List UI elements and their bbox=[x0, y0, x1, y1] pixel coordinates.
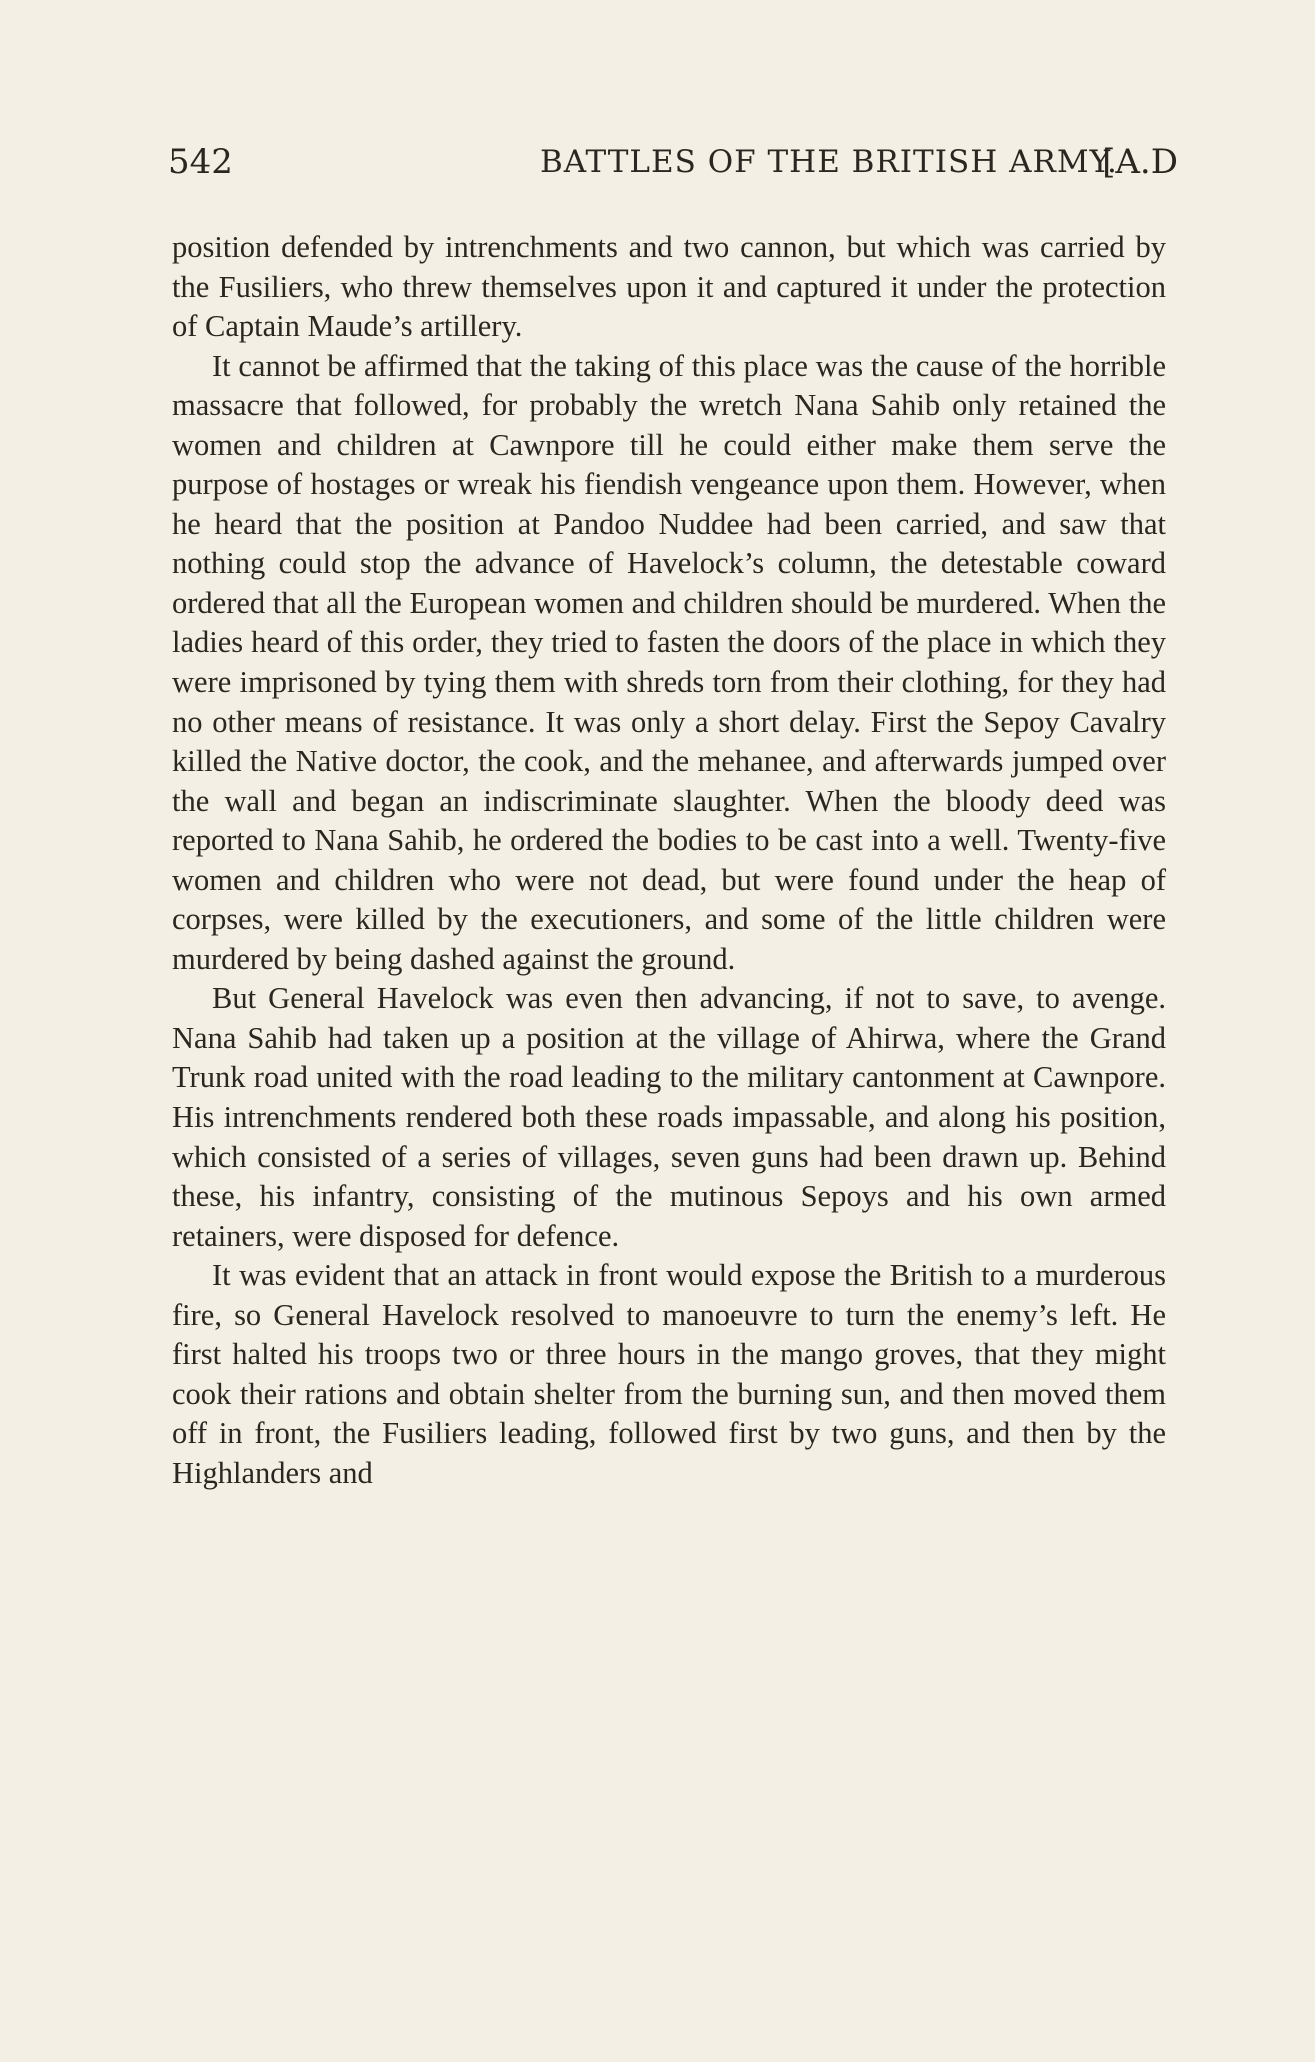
paragraph: But General Havelock was even then advancing, if not to save, to avenge. Nana Sahib had taken up a position at the village of Ahirwa, where the Grand Trunk road united with the road leading to the military cantonment at Cawnpore. His intrenchments rendered both these roads impassable, and along his position, which consisted of a series of villages, seven guns had been drawn up. Behind these, his infantry, consisting of the mutinous Sepoys and his own armed retainers, were disposed for defence. bbox=[172, 981, 1166, 1253]
section-marker: [A.D bbox=[1102, 142, 1178, 182]
paragraph: position defended by intrenchments and two cannon, but which was carried by the Fusiliers, who threw themselves upon it and captured it under the protection of Captain Maude’s artillery. bbox=[172, 230, 1166, 344]
body-text bbox=[172, 228, 1166, 1494]
running-header bbox=[168, 142, 1178, 192]
paragraph: It cannot be affirmed that the taking of this place was the cause of the horrible massacre that followed, for probably the wretch Nana Sahib only retained the women and children at Cawnpore till he could either make them serve the purpose of hostages or wreak his fiendish vengeance upon them. However, when he heard that the position at Pandoo Nuddee had been carried, and saw that nothing could stop the advance of Havelock’s column, the detestable coward ordered that all the European women and children should be murdered. When the ladies heard of this order, they tried to fasten the doors of the place in which they were imprisoned by tying them with shreds torn from their clothing, for they had no other means of resistance. It was only a short delay. First the Sepoy Cavalry killed the Native doctor, the cook, and the mehanee, and afterwards jumped over the wall and began an indiscriminate slaughter. When the bloody deed was reported to Nana Sahib, he ordered the bodies to be cast into a well. Twenty-five women and children who were not dead, but were found under the heap of corpses, were killed by the executioners, and some of the little children were murdered by being dashed against the ground. bbox=[172, 348, 1166, 976]
paragraph: It was evident that an attack in front would expose the British to a murderous fire, so General Havelock resolved to manoeuvre to turn the enemy’s left. He first halted his troops two or three hours in the mango groves, that they might cook their rations and obtain shelter from the burning sun, and then moved them off in front, the Fusiliers leading, followed first by two guns, and then by the Highlanders and bbox=[172, 1258, 1166, 1490]
running-title: BATTLES OF THE BRITISH ARMY. bbox=[540, 144, 1118, 180]
page-number: 542 bbox=[168, 142, 233, 182]
